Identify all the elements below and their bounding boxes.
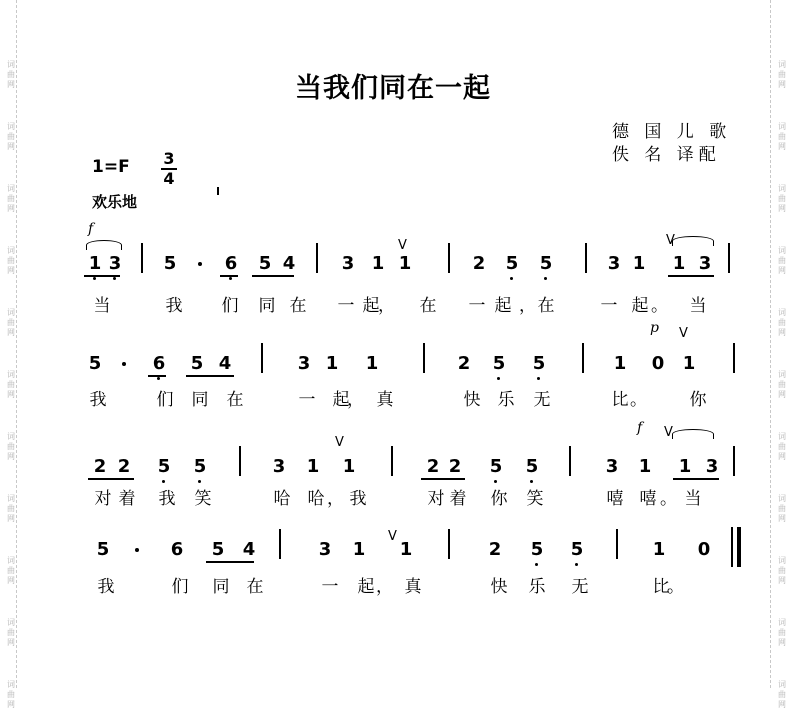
note: 3 [297,353,311,374]
watermark-glyph: 曲 [7,318,15,327]
underline-beam [673,478,719,480]
underline-beam [88,478,134,480]
bar-line [239,446,241,476]
slur [86,240,122,250]
lower-octave-dot [162,480,165,483]
lower-octave-dot [157,377,160,380]
lyric: 哈 [273,489,291,509]
lower-octave-dot [530,480,533,483]
bar-line [279,529,281,559]
watermark-glyph: 网 [7,452,15,461]
final-bar-line [737,527,741,567]
watermark-glyph: 网 [778,142,786,151]
lyric-punctuation: 。 [667,577,684,597]
watermark-glyph: 网 [7,80,15,89]
lyric: 我 [165,296,183,316]
note: 5 [492,353,506,374]
note: 1 [398,253,412,274]
dynamic-piano: p [650,320,659,336]
watermark-glyph: 曲 [7,504,15,513]
lyric: 嘻 [639,489,657,509]
lyric: 笑 [194,489,212,509]
lyric: 在 [289,296,307,316]
lyric: 着 [449,489,467,509]
watermark-glyph: 词 [778,308,786,317]
watermark-glyph: 曲 [778,442,786,451]
lyric: 同 [258,296,276,316]
note: 5 [190,353,204,374]
augmentation-dot [135,548,139,552]
lyric: 快 [490,577,508,597]
note: 5 [157,456,171,477]
watermark-glyph: 词 [7,370,15,379]
watermark-glyph: 曲 [778,70,786,79]
note: 1 [352,539,366,560]
bar-line [448,243,450,273]
note: 5 [505,253,519,274]
lyric-punctuation: ， [376,577,393,597]
song-title: 当我们同在一起 [295,73,491,104]
lyric: 比 [611,390,629,410]
watermark-glyph: 网 [778,390,786,399]
note: 4 [242,539,256,560]
lower-octave-dot [510,277,513,280]
lyric: 当 [684,489,702,509]
bar-line [733,446,735,476]
note: 3 [341,253,355,274]
note: 5 [539,253,553,274]
lyric: 起 [332,390,350,410]
note: 5 [163,253,177,274]
lyric: 我 [158,489,176,509]
bar-line [731,527,733,567]
lower-octave-dot [544,277,547,280]
note: 1 [638,456,652,477]
lower-octave-dot [229,277,232,280]
lyric: 着 [118,489,136,509]
lower-octave-dot [535,563,538,566]
lyric-punctuation: 。 [630,390,647,410]
note: 3 [272,456,286,477]
watermark-glyph: 词 [778,122,786,131]
watermark-glyph: 曲 [7,628,15,637]
note: 1 [325,353,339,374]
underline-beam [206,561,254,563]
watermark-glyph: 网 [778,576,786,585]
underline-beam [668,275,714,277]
note: 2 [117,456,131,477]
underline-beam [84,275,120,277]
note: 3 [318,539,332,560]
bar-line [423,343,425,373]
note: 5 [525,456,539,477]
breath-mark: V [388,529,397,544]
credit-arranger: 佚 名 译配 [612,145,721,165]
breath-mark: V [679,326,688,341]
watermark-glyph: 词 [778,60,786,69]
note: 5 [530,539,544,560]
lyric: 我 [89,390,107,410]
lyric: 同 [212,577,230,597]
time-signature-top: 3 [163,149,175,168]
lyric: 哈 [307,489,325,509]
note: 3 [607,253,621,274]
lyric: 对 [427,489,445,509]
watermark-glyph: 词 [778,184,786,193]
watermark-glyph: 网 [778,266,786,275]
dynamic-forte-2: f [637,420,643,436]
underline-beam [186,375,234,377]
watermark-glyph: 网 [7,638,15,647]
breath-mark: V [398,238,407,253]
note: 4 [282,253,296,274]
lyric: 在 [537,296,555,316]
watermark-glyph: 词 [7,308,15,317]
bar-line [569,446,571,476]
lyric: 起 [631,296,649,316]
lower-octave-dot [198,480,201,483]
lyric: 你 [490,489,508,509]
watermark-glyph: 曲 [7,442,15,451]
lyric: 们 [171,577,189,597]
watermark-glyph: 网 [7,514,15,523]
lyric: 一 [321,577,339,597]
note: 2 [488,539,502,560]
breath-mark: V [666,233,675,248]
bar-line [141,243,143,273]
lyric: 起 [494,296,512,316]
watermark-glyph: 网 [7,204,15,213]
note: 6 [170,539,184,560]
lyric: 当 [93,296,111,316]
watermark-glyph: 词 [778,618,786,627]
lyric: 起 [362,296,380,316]
bar-line [448,529,450,559]
note: 6 [152,353,166,374]
lyric: 在 [246,577,264,597]
tick-mark [217,187,219,195]
lower-octave-dot [497,377,500,380]
lyric: 在 [226,390,244,410]
watermark-glyph: 曲 [778,194,786,203]
watermark-glyph: 网 [7,142,15,151]
watermark-glyph: 网 [7,266,15,275]
lyric-punctuation: 。 [651,296,668,316]
augmentation-dot [198,262,202,266]
time-signature-bottom: 4 [163,169,175,188]
lower-octave-dot [537,377,540,380]
watermark-glyph: 词 [778,246,786,255]
lyric: 乐 [497,390,515,410]
lyric-punctuation: ， [347,390,364,410]
time-signature [160,150,178,188]
note: 3 [698,253,712,274]
lyric: 在 [419,296,437,316]
watermark-glyph: 曲 [778,380,786,389]
watermark-glyph: 词 [7,432,15,441]
watermark-glyph: 曲 [7,256,15,265]
note: 2 [93,456,107,477]
watermark-glyph: 曲 [778,504,786,513]
watermark-glyph: 词 [7,122,15,131]
watermark-glyph: 网 [778,514,786,523]
lyric: 真 [404,577,422,597]
watermark-glyph: 曲 [778,318,786,327]
underline-beam [252,275,294,277]
watermark-glyph: 词 [7,680,15,689]
lyric: 一 [600,296,618,316]
breath-mark: V [335,435,344,450]
bar-line [316,243,318,273]
augmentation-dot [122,362,126,366]
lyric: 我 [97,577,115,597]
note: 3 [108,253,122,274]
key-signature: 1=F [92,157,130,177]
note: 2 [448,456,462,477]
bar-line [261,343,263,373]
bar-line [733,343,735,373]
watermark-glyph: 曲 [778,628,786,637]
note: 5 [96,539,110,560]
note: 1 [306,456,320,477]
lyric: 们 [156,390,174,410]
lyric: 们 [221,296,239,316]
note: 1 [365,353,379,374]
watermark-glyph: 网 [778,452,786,461]
lyric: 我 [349,489,367,509]
slur [672,236,714,246]
note: 5 [489,456,503,477]
note: 1 [399,539,413,560]
watermark-glyph: 词 [7,494,15,503]
watermark-glyph: 曲 [7,566,15,575]
lyric-punctuation: ， [378,296,395,316]
note: 5 [532,353,546,374]
note: 1 [632,253,646,274]
watermark-glyph: 网 [7,390,15,399]
lyric: 快 [463,390,481,410]
watermark-glyph: 网 [7,576,15,585]
note: 5 [258,253,272,274]
lyric-punctuation: ， [519,296,536,316]
note: 2 [426,456,440,477]
lyric: 无 [533,390,551,410]
note: 4 [218,353,232,374]
watermark-glyph: 曲 [7,194,15,203]
lyric: 你 [689,390,707,410]
lyric: 起 [357,577,375,597]
watermark-glyph: 词 [7,556,15,565]
note: 6 [224,253,238,274]
note: 0 [651,353,665,374]
lyric: 一 [337,296,355,316]
note: 0 [697,539,711,560]
underline-beam [148,375,166,377]
note: 1 [342,456,356,477]
note: 5 [88,353,102,374]
note: 1 [371,253,385,274]
watermark-glyph: 网 [778,700,786,709]
lyric: 笑 [526,489,544,509]
breath-mark: V [664,425,673,440]
watermark-glyph: 词 [778,556,786,565]
lyric: 比 [652,577,670,597]
lyric: 对 [94,489,112,509]
underline-beam [421,478,465,480]
watermark-glyph: 曲 [778,256,786,265]
note: 2 [457,353,471,374]
note: 1 [652,539,666,560]
note: 1 [678,456,692,477]
watermark-glyph: 曲 [778,132,786,141]
note: 5 [193,456,207,477]
note: 1 [672,253,686,274]
lyric: 一 [468,296,486,316]
tempo-marking: 欢乐地 [92,193,138,211]
bar-line [616,529,618,559]
dynamic-forte-1: f [88,221,94,237]
lyric: 乐 [528,577,546,597]
lower-octave-dot [93,277,96,280]
note: 5 [570,539,584,560]
bar-line [585,243,587,273]
note: 5 [211,539,225,560]
note: 1 [88,253,102,274]
note: 1 [613,353,627,374]
bar-line [728,243,730,273]
note: 3 [705,456,719,477]
watermark-glyph: 网 [778,80,786,89]
watermark-glyph: 词 [778,494,786,503]
watermark-glyph: 词 [7,246,15,255]
watermark-glyph: 曲 [778,690,786,699]
lyric: 无 [571,577,589,597]
lyric: 真 [376,390,394,410]
lyric: 嘻 [606,489,624,509]
lower-octave-dot [575,563,578,566]
watermark-glyph: 词 [7,618,15,627]
lyric: 同 [191,390,209,410]
watermark-glyph: 曲 [7,70,15,79]
watermark-glyph: 曲 [7,132,15,141]
watermark-glyph: 词 [7,60,15,69]
watermark-glyph: 网 [778,204,786,213]
underline-beam [220,275,238,277]
note: 2 [472,253,486,274]
watermark-glyph: 词 [7,184,15,193]
lower-octave-dot [494,480,497,483]
watermark-glyph: 曲 [7,380,15,389]
watermark-glyph: 网 [7,328,15,337]
watermark-glyph: 词 [778,432,786,441]
lyric-punctuation: ， [327,489,344,509]
note: 1 [682,353,696,374]
watermark-glyph: 曲 [7,690,15,699]
lower-octave-dot [113,277,116,280]
credit-origin: 德 国 儿 歌 [612,122,732,142]
watermark-glyph: 网 [778,328,786,337]
note: 3 [605,456,619,477]
watermark-glyph: 曲 [778,566,786,575]
bar-line [582,343,584,373]
watermark-glyph: 词 [778,680,786,689]
lyric-punctuation: 。 [660,489,677,509]
watermark-glyph: 网 [778,638,786,647]
lyric: 当 [689,296,707,316]
watermark-glyph: 网 [7,700,15,709]
watermark-glyph: 词 [778,370,786,379]
bar-line [391,446,393,476]
lyric: 一 [298,390,316,410]
slur [672,429,714,439]
